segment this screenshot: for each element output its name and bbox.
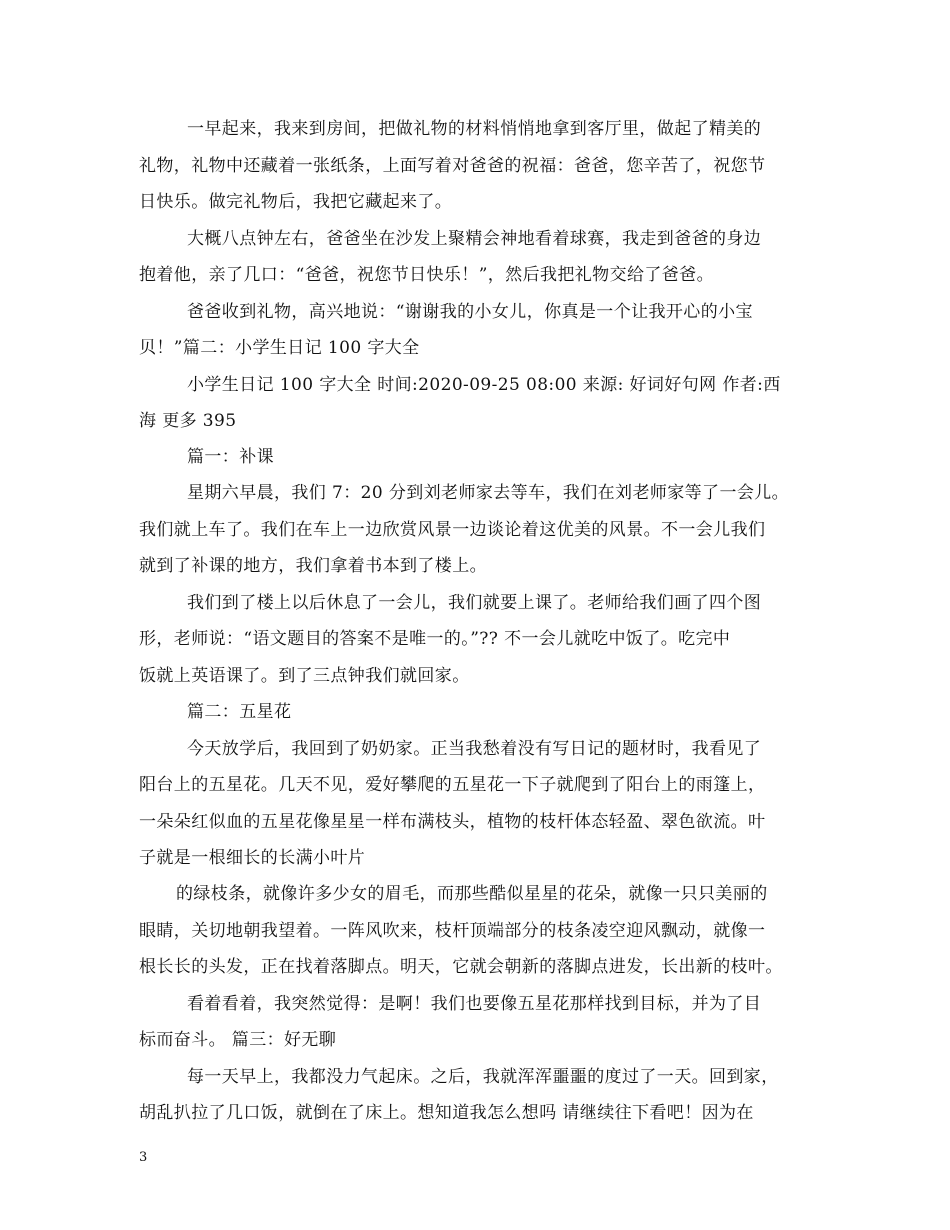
text-line: 根长长的头发，正在找着落脚点。明天，它就会朝新的落脚点进发，长出新的枝叶。	[139, 957, 783, 977]
text-line: 礼物，礼物中还藏着一张纸条，上面写着对爸爸的祝福：爸爸，您辛苦了，祝您节	[139, 156, 766, 176]
text-line: 胡乱扒拉了几口饭，就倒在了床上。想知道我怎么想吗 请继续往下看吧！因为在	[139, 1103, 754, 1123]
text-line: 我们到了楼上以后休息了一会儿，我们就要上课了。老师给我们画了四个图	[187, 593, 762, 613]
text-line: 阳台上的五星花。几天不见，爱好攀爬的五星花一下子就爬到了阳台上的雨篷上，	[139, 775, 766, 795]
text-line: 爸爸收到礼物，高兴地说：“谢谢我的小女儿，你真是一个让我开心的小宝	[187, 302, 753, 322]
page-number: 3	[139, 1150, 148, 1165]
text-line: 大概八点钟左右，爸爸坐在沙发上聚精会神地看着球赛，我走到爸爸的身边	[187, 229, 762, 249]
text-line: 海 更多 395	[139, 411, 237, 431]
text-line: 一朵朵红似血的五星花像星星一样布满枝头，植物的枝杆体态轻盈、翠色欲流。叶	[139, 812, 766, 832]
text-line: 每一天早上，我都没力气起床。之后，我就浑浑噩噩的度过了一天。回到家，	[187, 1067, 779, 1087]
text-line: 子就是一根细长的长满小叶片	[139, 848, 366, 868]
text-line: 小学生日记 100 字大全 时间:2020-09-25 08:00 来源: 好词好句网 作者:西	[187, 375, 781, 395]
text-line: 的绿枝条，就像许多少女的眉毛，而那些酷似星星的花朵，就像一只只美丽的	[176, 884, 768, 904]
text-line: 抱着他，亲了几口：“爸爸，祝您节日快乐！”，然后我把礼物交给了爸爸。	[139, 265, 714, 285]
text-line: 标而奋斗。 篇三：好无聊	[139, 1030, 337, 1050]
text-line: 看着看着，我突然觉得：是啊！我们也要像五星花那样找到目标，并为了目	[187, 994, 762, 1014]
section-heading: 篇一：补课	[187, 447, 274, 467]
text-line: 星期六早晨，我们 7：20 分到刘老师家去等车，我们在刘老师家等了一会儿。	[187, 483, 790, 503]
text-line: 日快乐。做完礼物后，我把它藏起来了。	[139, 192, 453, 212]
text-line: 就到了补课的地方，我们拿着书本到了楼上。	[139, 556, 487, 576]
text-line: 一早起来，我来到房间，把做礼物的材料悄悄地拿到客厅里，做起了精美的	[187, 119, 762, 139]
text-line: 饭就上英语课了。到了三点钟我们就回家。	[139, 666, 470, 686]
text-line: 形，老师说：“语文题目的答案不是唯一的。”?? 不一会儿就吃中饭了。吃完中	[139, 629, 731, 649]
text-line: 眼睛，关切地朝我望着。一阵风吹来，枝杆顶端部分的枝条凌空迎风飘动，就像一	[139, 921, 766, 941]
text-line: 贝！”篇二：小学生日记 100 字大全	[139, 338, 420, 358]
text-line: 今天放学后，我回到了奶奶家。正当我愁着没有写日记的题材时，我看见了	[187, 739, 762, 759]
text-line: 我们就上车了。我们在车上一边欣赏风景一边谈论着这优美的风景。不一会儿我们	[139, 520, 766, 540]
section-heading: 篇二：五星花	[187, 702, 292, 722]
